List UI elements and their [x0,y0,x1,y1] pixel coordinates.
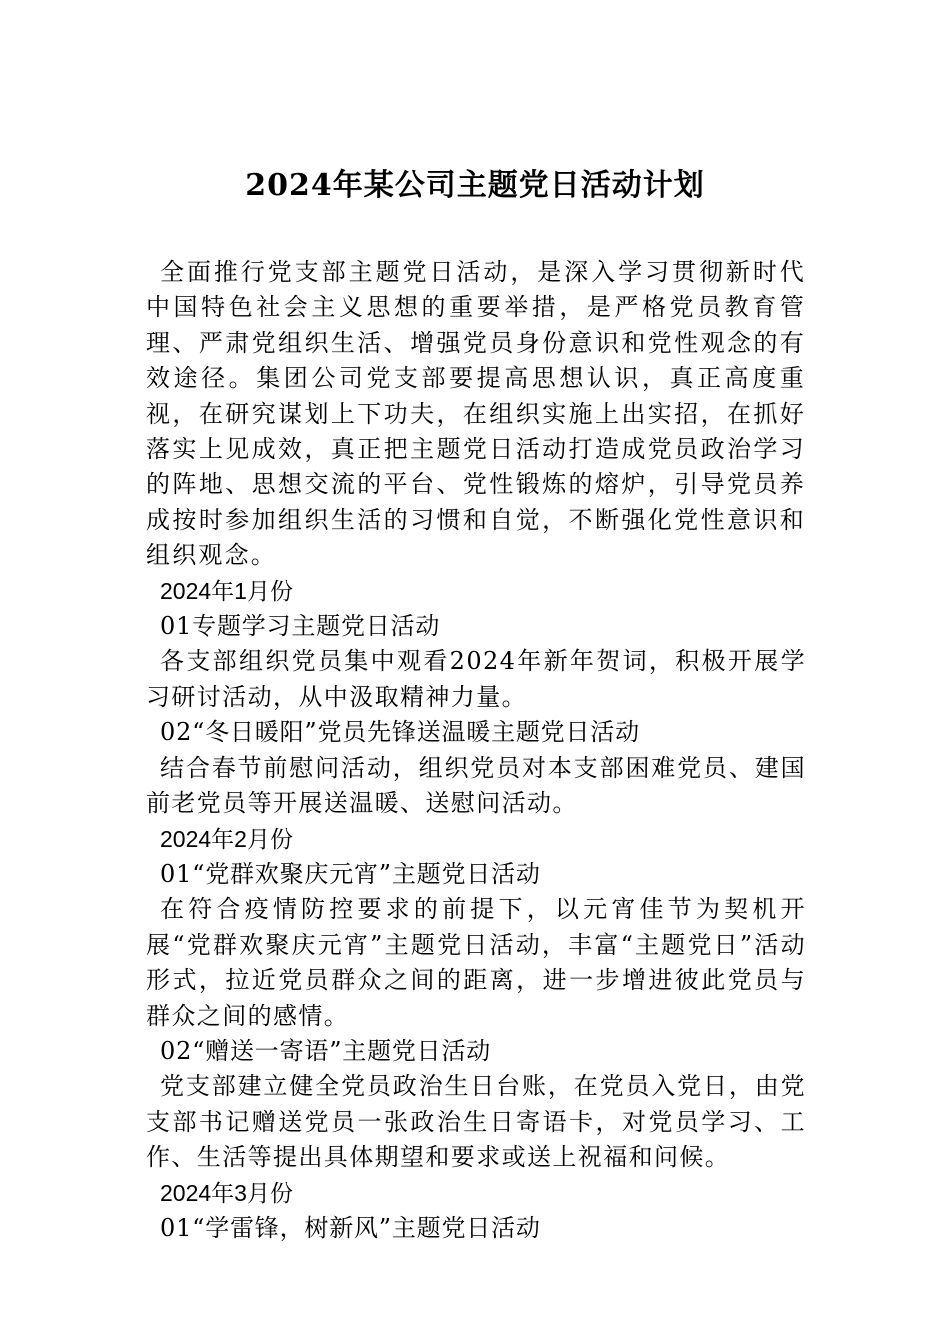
document-title: 2024年某公司主题党日活动计划 [245,168,705,203]
item-text-feb-01: 在符合疫情防控要求的前提下，以元宵佳节为契机开展“党群欢聚庆元宵”主题党日活动，丰富“主题党日”活动形式，拉近党员群众之间的距离，进一步增进彼此党员与群众之间的感情。 [146,895,806,1030]
item-title-jan-01: 01专题学习主题党日活动 [160,612,441,641]
item-title-jan-02: 02“冬日暖阳”党员先锋送温暖主题党日活动 [160,718,640,747]
item-title-feb-01: 01“党群欢聚庆元宵”主题党日活动 [160,859,541,888]
intro-paragraph: 全面推行党支部主题党日活动，是深入学习贯彻新时代中国特色社会主义思想的重要举措，是严格党员教育管理、严肃党组织生活、增强党员身份意识和党性观念的有效途径。集团公司党支部要提高思想认识，真正高度重视，在研究谋划上下功夫，在组织实施上出实招，在抓好落实上见成效，真正把主题党日活动打造成党员政治学习的阵地、思想交流的平台、党性锻炼的熔炉，引导党员养成按时参加组织生活的习惯和自觉，不断强化党性意识和组织观念。 [146,258,806,570]
month-heading-mar: 2024年3月份 [160,1179,293,1206]
item-title-mar-01: 01“学雷锋，树新风”主题党日活动 [160,1213,541,1242]
document-body [146,255,806,1246]
month-heading-jan: 2024年1月份 [160,577,293,604]
month-heading-feb: 2024年2月份 [160,825,293,852]
item-text-jan-01: 各支部组织党员集中观看2024年新年贺词，积极开展学习研讨活动，从中汲取精神力量。 [146,647,806,711]
item-text-feb-02: 党支部建立健全党员政治生日台账，在党员入党日，由党支部书记赠送党员一张政治生日寄语卡，对党员学习、工作、生活等提出具体期望和要求或送上祝福和问候。 [146,1072,806,1172]
item-text-jan-02: 结合春节前慰问活动，组织党员对本支部困难党员、建国前老党员等开展送温暖、送慰问活动。 [146,753,806,818]
item-title-feb-02: 02“赠送一寄语”主题党日活动 [160,1036,492,1065]
